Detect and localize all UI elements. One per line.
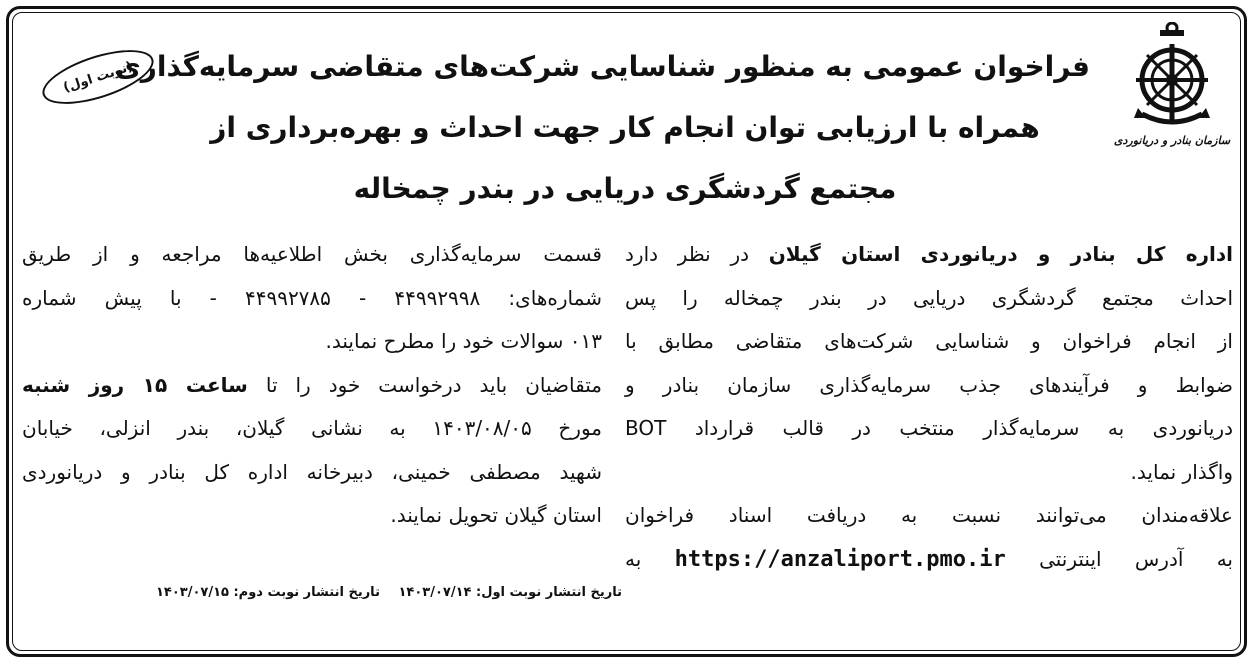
title-line-1: فراخوان عمومی به منظور شناسایی شرکت‌های متقاضی سرمایه‌گذاری bbox=[115, 50, 1090, 83]
deadline-time: ساعت ۱۵ روز شنبه bbox=[22, 372, 248, 397]
lead-organization: اداره کل بنادر و دریانوردی استان گیلان bbox=[768, 242, 1234, 266]
anchor-wheel-icon bbox=[1122, 22, 1222, 132]
right-line-5: دریانوردی به سرمایه‌گذار منتخب در قالب قرارداد BOT bbox=[625, 416, 1233, 440]
right-line-7: علاقه‌مندان می‌توانند نسبت به دریافت اسناد فراخوان bbox=[625, 503, 1233, 527]
url-prefix: به آدرس اینترنتی bbox=[1039, 546, 1233, 571]
left-line-5: مورخ ۱۴۰۳/۰۸/۰۵ به نشانی گیلان، بندر انزلی، خیابان bbox=[22, 416, 602, 440]
left-line-1: قسمت سرمایه‌گذاری بخش اطلاعیه‌ها مراجعه و از طریق bbox=[22, 242, 602, 266]
publication-second: تاریخ انتشار نوبت دوم: ۱۴۰۳/۰۷/۱۵ bbox=[155, 585, 380, 600]
left-column bbox=[22, 233, 602, 538]
left-line-7: استان گیلان تحویل نمایند. bbox=[390, 503, 602, 527]
organization-logo bbox=[1107, 22, 1237, 162]
left-line-3: ۰۱۳ سوالات خود را مطرح نمایند. bbox=[325, 329, 602, 353]
left-line-6: شهید مصطفی خمینی، دبیرخانه اداره کل بنادر و دریانوردی bbox=[22, 459, 602, 484]
right-line-8 bbox=[625, 538, 1233, 582]
website-link[interactable]: https://anzaliport.pmo.ir bbox=[674, 546, 1006, 572]
left-line-2: شماره‌های: ۴۴۹۹۲۹۹۸ - ۴۴۹۹۲۷۸۵ - با پیش شماره bbox=[22, 285, 602, 310]
deadline-lead: متقاضیان باید درخواست خود را تا bbox=[265, 372, 602, 397]
publication-dates bbox=[22, 585, 622, 600]
right-line-3: از انجام فراخوان و شناسایی شرکت‌های متقاضی مطابق با bbox=[625, 329, 1233, 353]
lead-rest: در نظر دارد bbox=[625, 242, 769, 266]
title-line-2: همراه با ارزیابی توان انجام کار جهت احداث و بهره‌برداری از bbox=[210, 111, 1040, 144]
left-line-4 bbox=[22, 364, 602, 408]
right-line-2: احداث مجتمع گردشگری دریایی در بندر چمخاله را پس bbox=[625, 285, 1233, 310]
logo-caption: سازمان بنادر و دریانوردی bbox=[1113, 134, 1231, 147]
url-suffix: به bbox=[625, 546, 642, 571]
title-line-3: مجتمع گردشگری دریایی در بندر چمخاله bbox=[353, 172, 897, 205]
ad-title bbox=[115, 36, 1090, 219]
right-column bbox=[625, 233, 1233, 581]
round-badge: (نوبت اول) bbox=[36, 39, 159, 115]
publication-first: تاریخ انتشار نوبت اول: ۱۴۰۳/۰۷/۱۴ bbox=[398, 585, 622, 600]
right-line-6: واگذار نماید. bbox=[1130, 459, 1233, 484]
right-line-4: ضوابط و فرآیندهای جذب سرمایه‌گذاری سازمان بنادر و bbox=[625, 372, 1233, 397]
right-line-1 bbox=[625, 233, 1233, 277]
